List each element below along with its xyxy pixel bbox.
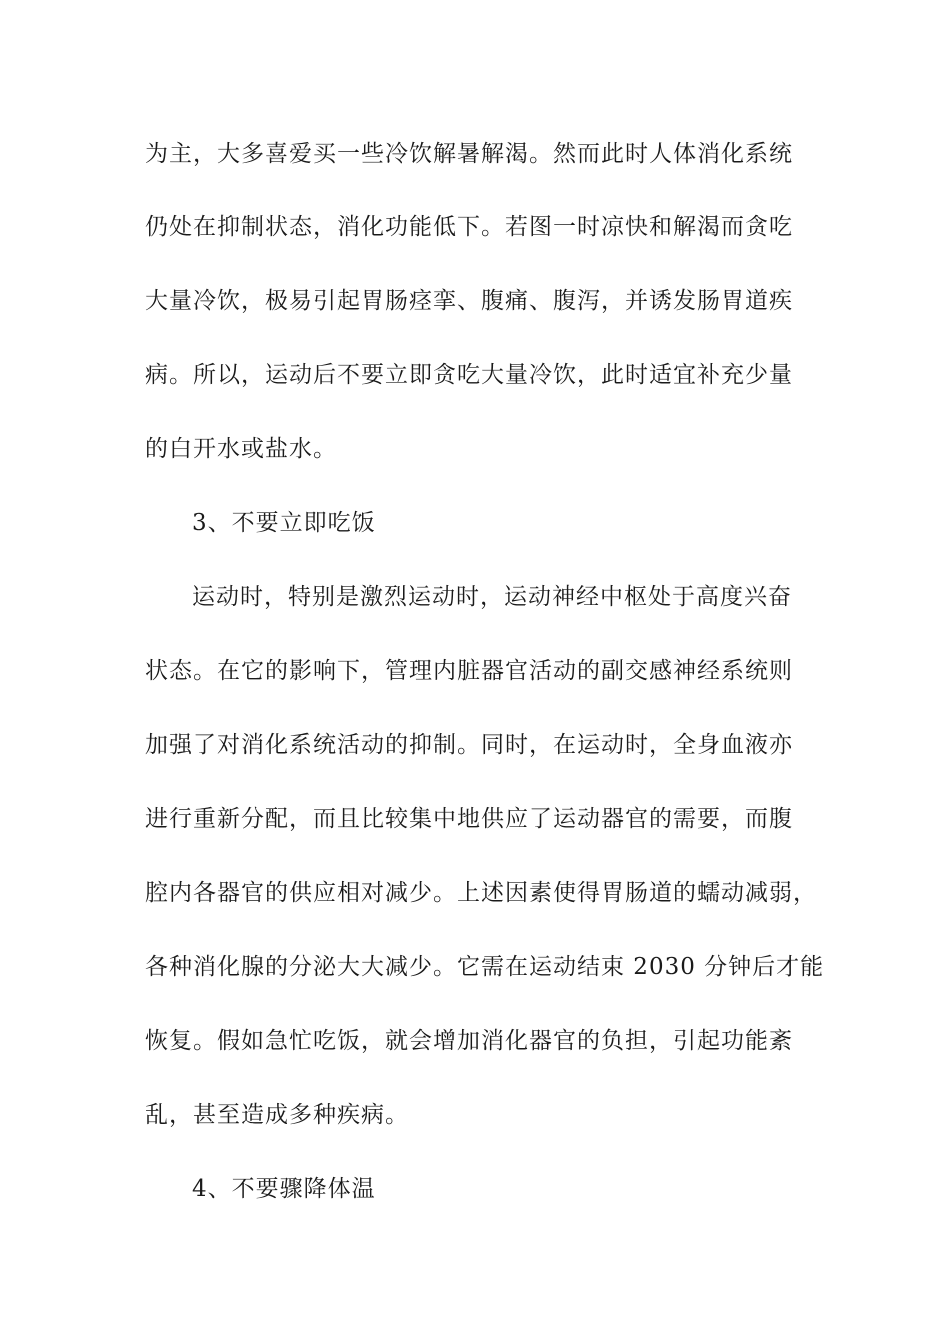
text-line: 各种消化腺的分泌大大减少。它需在运动结束 2030 分钟后才能 (145, 954, 825, 980)
section-heading: 3、不要立即吃饭 (192, 510, 376, 536)
text-line: 仍处在抑制状态，消化功能低下。若图一时凉快和解渴而贪吃 (145, 214, 793, 240)
text-line: 病。所以，运动后不要立即贪吃大量冷饮，此时适宜补充少量 (145, 362, 793, 388)
text-line: 状态。在它的影响下，管理内脏器官活动的副交感神经系统则 (145, 658, 793, 684)
text-line: 腔内各器官的供应相对减少。上述因素使得胃肠道的蠕动减弱， (145, 880, 817, 906)
text-line: 运动时，特别是激烈运动时，运动神经中枢处于高度兴奋 (192, 584, 792, 610)
section-heading: 4、不要骤降体温 (192, 1176, 376, 1202)
text-line: 大量冷饮，极易引起胃肠痉挛、腹痛、腹泻，并诱发肠胃道疾 (145, 288, 793, 314)
text-line: 为主，大多喜爱买一些冷饮解暑解渴。然而此时人体消化系统 (145, 141, 793, 167)
text-line: 乱，甚至造成多种疾病。 (145, 1102, 409, 1128)
text-line: 加强了对消化系统活动的抑制。同时，在运动时，全身血液亦 (145, 732, 793, 758)
text-line: 进行重新分配，而且比较集中地供应了运动器官的需要，而腹 (145, 806, 793, 832)
text-line: 恢复。假如急忙吃饭，就会增加消化器官的负担，引起功能紊 (145, 1028, 793, 1054)
text-line: 的白开水或盐水。 (145, 436, 337, 462)
